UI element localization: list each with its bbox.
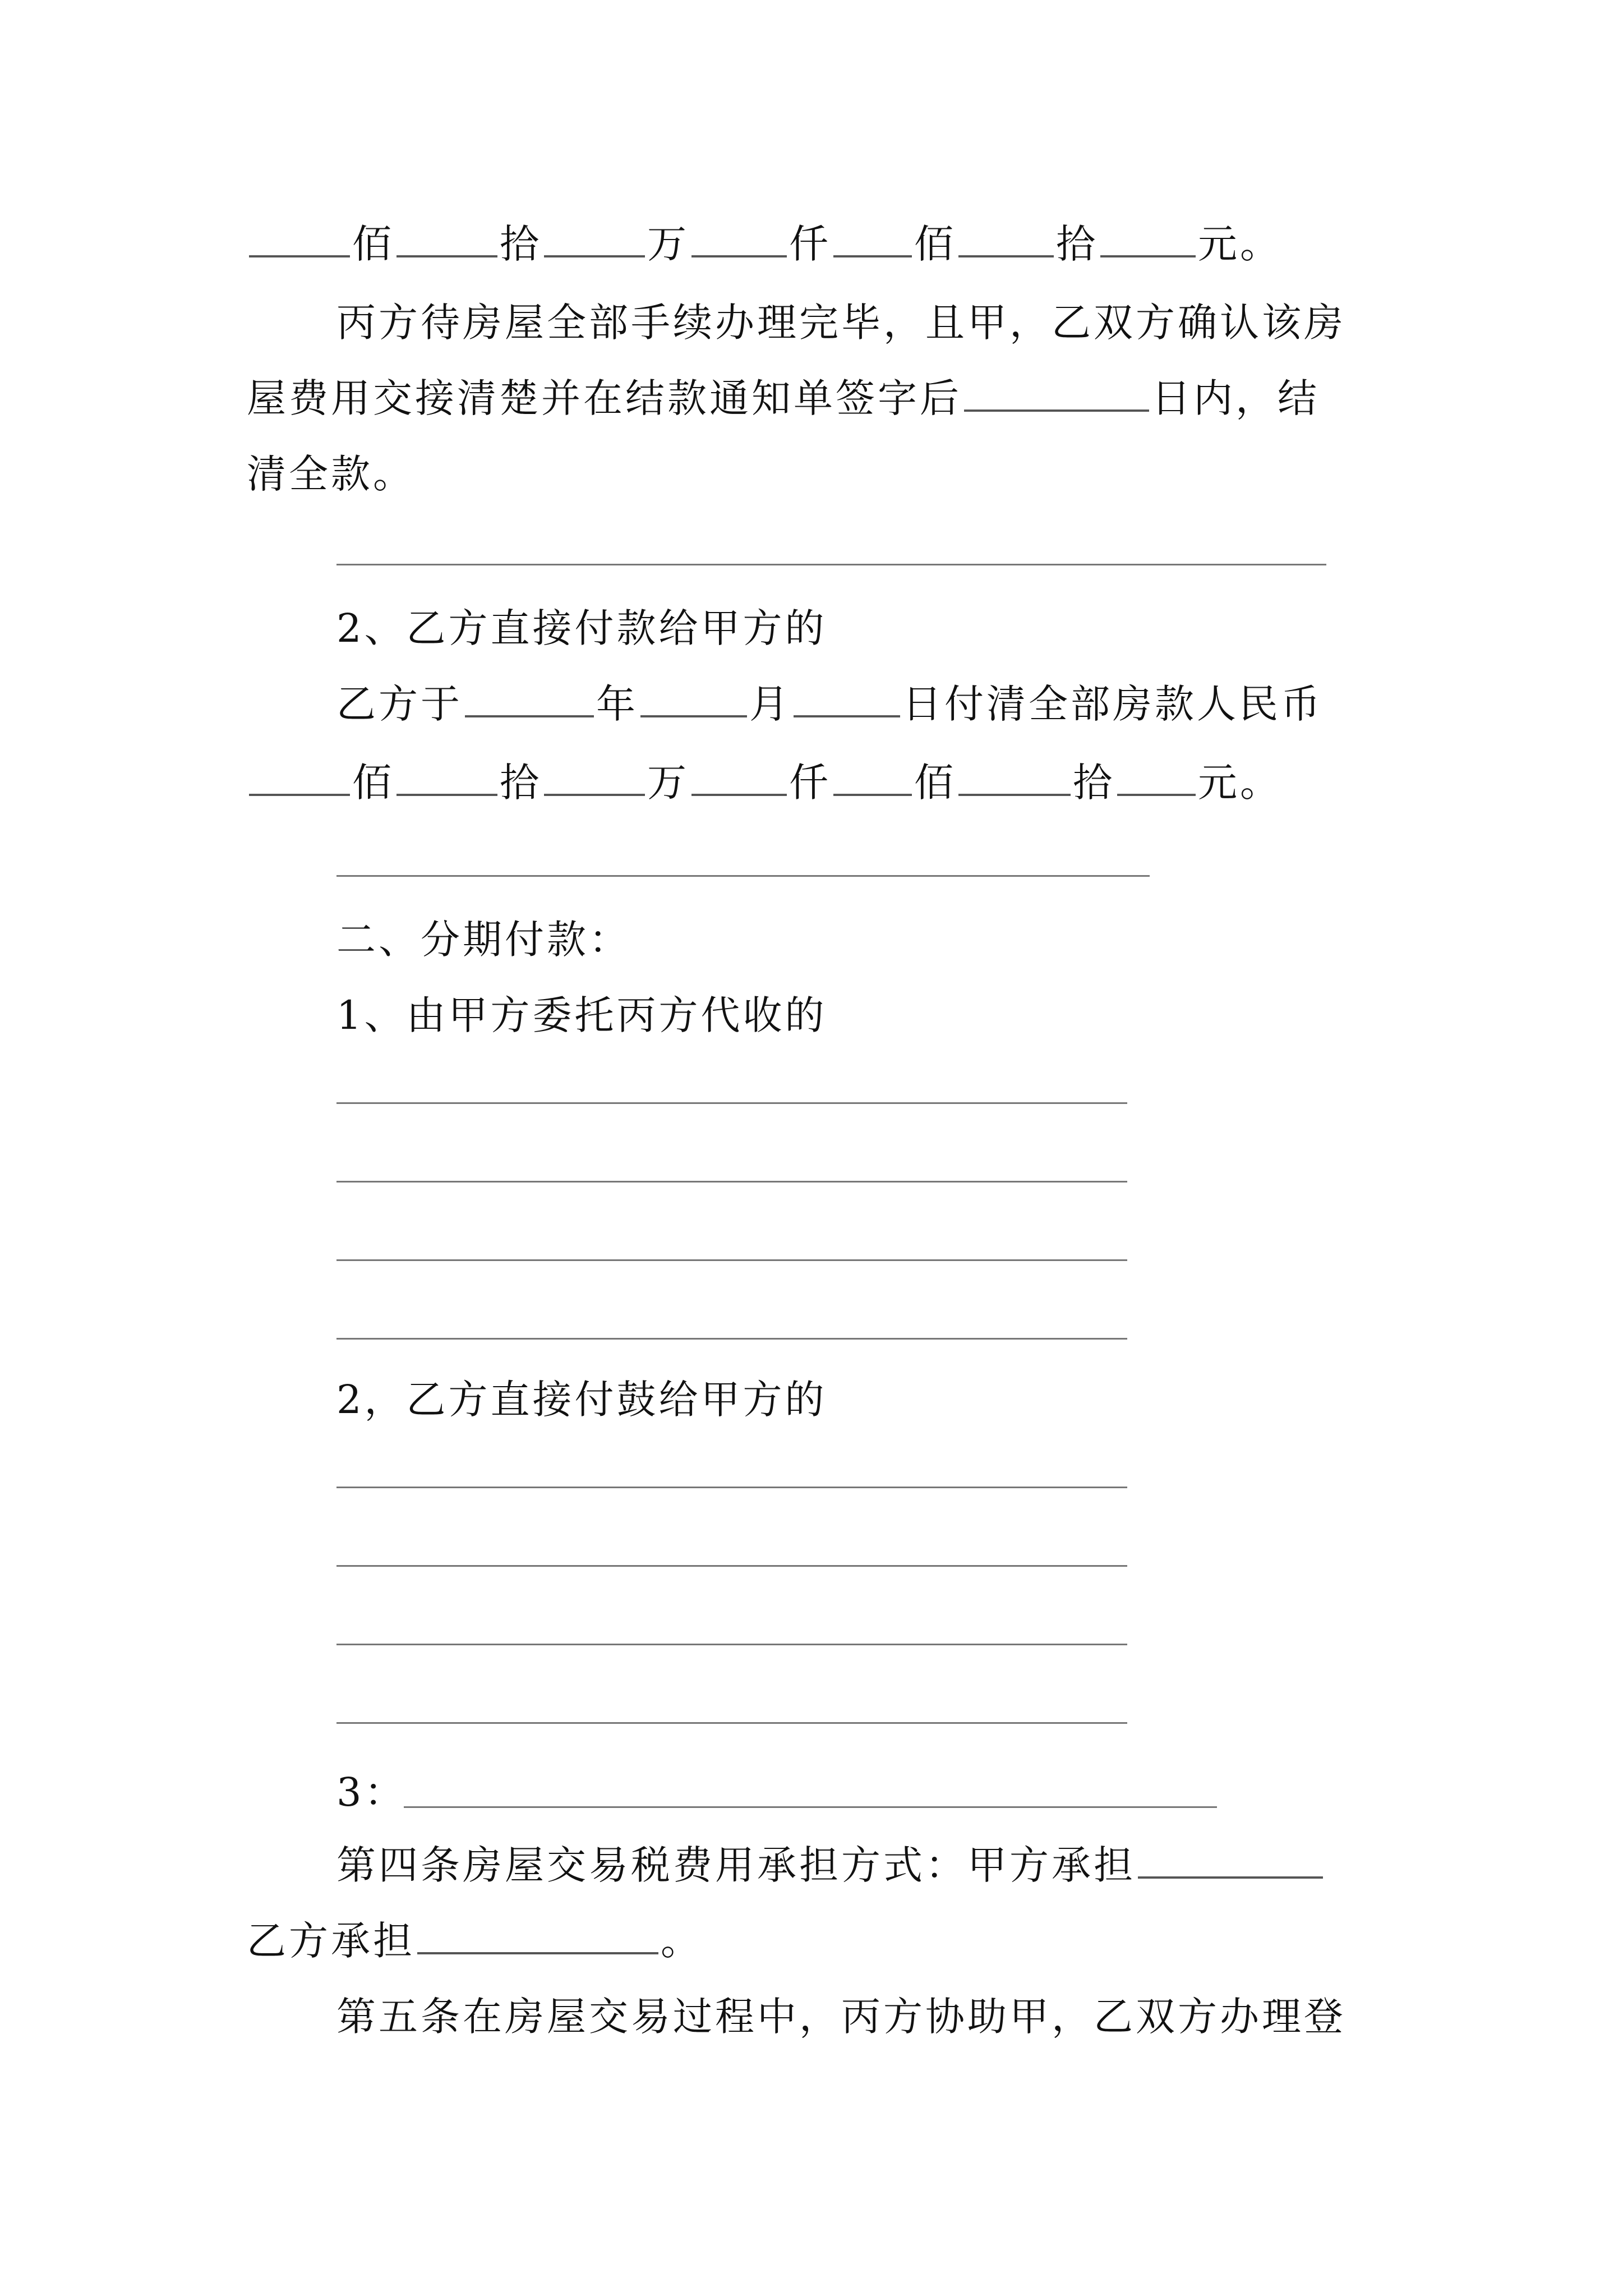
fill-in-rule xyxy=(336,564,1326,565)
fill-in-rule xyxy=(336,1487,1127,1488)
blank-field[interactable] xyxy=(958,226,1054,257)
blank-field[interactable] xyxy=(249,226,350,257)
fill-in-rule xyxy=(336,875,1150,877)
unit-qian: 仟 xyxy=(789,760,831,806)
subsection-heading: 2，乙方直接付鼓给甲方的 xyxy=(336,1377,827,1423)
blank-field[interactable] xyxy=(544,226,645,257)
payment-date-line xyxy=(336,673,1323,735)
subsection-heading: 3： xyxy=(336,1769,407,1815)
unit-bai: 佰 xyxy=(914,221,956,267)
fill-in-rule xyxy=(336,1565,1127,1567)
fill-in-rule xyxy=(336,1722,1127,1724)
text-segment: 日内，结 xyxy=(1151,375,1320,421)
fill-in-rule xyxy=(404,1806,1217,1808)
unit-qian: 仟 xyxy=(789,221,831,267)
fill-in-rule xyxy=(336,1338,1127,1340)
year-blank-field[interactable] xyxy=(465,686,594,717)
blank-field[interactable] xyxy=(833,226,912,257)
unit-wan: 万 xyxy=(647,221,689,267)
text-segment: 年 xyxy=(596,681,638,727)
fill-in-rule xyxy=(336,1102,1127,1104)
text-segment: 月 xyxy=(749,681,791,727)
day-blank-field[interactable] xyxy=(794,686,900,717)
blank-field[interactable] xyxy=(1117,765,1196,796)
article-4-line xyxy=(247,1910,703,1972)
paragraph-text: 丙方待房屋全部手续办理完毕，且甲，乙双方确认该房 xyxy=(336,300,1346,346)
fill-in-rule xyxy=(336,1259,1127,1261)
article-4-line xyxy=(336,1834,1325,1896)
paragraph-text xyxy=(247,367,1320,429)
paragraph-text: 清全款。 xyxy=(247,451,415,497)
unit-shi: 拾 xyxy=(1073,760,1115,806)
unit-shi: 拾 xyxy=(500,760,542,806)
subsection-heading: 1、由甲方委托丙方代收的 xyxy=(336,992,827,1038)
fill-in-rule xyxy=(336,1644,1127,1645)
unit-yuan: 元。 xyxy=(1198,760,1282,806)
unit-shi: 拾 xyxy=(1056,221,1098,267)
blank-field[interactable] xyxy=(396,226,497,257)
blank-field[interactable] xyxy=(691,226,787,257)
blank-field[interactable] xyxy=(833,765,912,796)
text-segment: 第四条房屋交易税费用承担方式：甲方承担 xyxy=(336,1842,1136,1888)
section-heading: 2、乙方直接付款给甲方的 xyxy=(336,605,827,651)
blank-field[interactable] xyxy=(958,765,1071,796)
fill-in-rule xyxy=(336,1181,1127,1182)
blank-field[interactable] xyxy=(249,765,350,796)
amount-words-line-1 xyxy=(247,213,1282,275)
text-segment: 乙方于 xyxy=(336,681,463,727)
text-segment: 日付清全部房款人民币 xyxy=(902,681,1323,727)
unit-shi: 拾 xyxy=(500,221,542,267)
days-blank-field[interactable] xyxy=(964,380,1149,412)
party-a-share-blank-field[interactable] xyxy=(1138,1847,1323,1879)
amount-words-line-2 xyxy=(247,752,1282,813)
unit-wan: 万 xyxy=(647,760,689,806)
blank-field[interactable] xyxy=(396,765,497,796)
text-segment: 乙方承担 xyxy=(247,1918,415,1964)
party-b-share-blank-field[interactable] xyxy=(417,1923,658,1954)
unit-bai: 佰 xyxy=(352,221,394,267)
text-segment: 。 xyxy=(661,1918,703,1964)
text-segment: 屋费用交接清楚并在结款通知单签字后 xyxy=(247,375,962,421)
unit-bai: 佰 xyxy=(352,760,394,806)
section-heading: 二、分期付款： xyxy=(336,917,631,963)
blank-field[interactable] xyxy=(544,765,645,796)
unit-bai: 佰 xyxy=(914,760,956,806)
blank-field[interactable] xyxy=(1100,226,1196,257)
article-5-line: 第五条在房屋交易过程中，丙方协助甲，乙双方办理登 xyxy=(336,1994,1346,2040)
blank-field[interactable] xyxy=(691,765,787,796)
month-blank-field[interactable] xyxy=(640,686,747,717)
unit-yuan: 元。 xyxy=(1198,221,1282,267)
